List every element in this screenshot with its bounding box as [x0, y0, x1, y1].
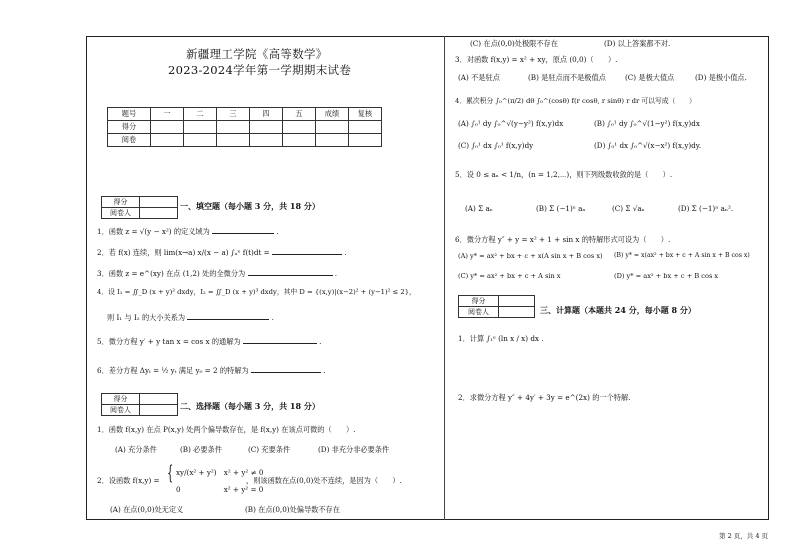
choice-q2-option[interactable]: (C) 在点(0,0)处极限不存在	[470, 39, 558, 48]
grader-box-label: 阅卷人	[102, 208, 140, 219]
section3-grader-box	[458, 295, 535, 318]
score-cell: 题号	[108, 108, 151, 121]
score-cell: 成绩	[316, 108, 349, 121]
answer-blank[interactable]	[272, 247, 342, 255]
section1-grader-box	[101, 196, 178, 219]
choice-q6-option[interactable]: (C) y* = ax² + bx + c + A sin x	[458, 272, 561, 280]
page-number: 第 2 页，共 4 页	[719, 532, 769, 540]
section3-title: 三、计算题（本题共 24 分，每小题 8 分）	[540, 305, 696, 315]
score-cell: 三	[217, 108, 250, 121]
grader-box-label: 阅卷人	[102, 405, 140, 416]
choice-q6-option[interactable]: (A) y* = ax² + bx + c + x(A sin x + B cos x)	[458, 252, 603, 260]
grader-box-label: 阅卷人	[459, 307, 499, 318]
answer-blank[interactable]	[212, 226, 274, 234]
choice-q1-option[interactable]: (A) 充分条件	[115, 445, 157, 454]
choice-q2-case1: xy/(x² + y²) x² + y² ≠ 0	[176, 468, 264, 477]
fill-q3: 3．函数 z = e^(xy) 在点 (1,2) 处的全微分为 .	[97, 269, 338, 278]
section1-title: 一、填空题（每小题 3 分，共 18 分）	[180, 201, 320, 211]
answer-blank[interactable]	[187, 312, 269, 320]
score-cell: 二	[184, 108, 217, 121]
choice-q6-option[interactable]: (D) y* = ax² + bx + c + B cos x	[614, 272, 719, 280]
choice-q2-case2: 0 x² + y² = 0	[176, 485, 264, 494]
brace-icon: {	[167, 460, 174, 484]
choice-q1: 1．函数 f(x,y) 在点 P(x,y) 处两个偏导数存在，是 f(x,y) 在该点可微的（ ）.	[97, 425, 356, 434]
score-table-grader-row	[108, 134, 382, 147]
grader-box-label: 得分	[102, 197, 140, 208]
fill-q5: 5．微分方程 y′ + y tan x = cos x 的通解为 .	[97, 337, 322, 346]
choice-q5-option[interactable]: (A) Σ aₙ	[465, 204, 493, 213]
fill-q4-line1: 4．设 I₁ = ∬_D (x + y)² dxdy，I₂ = ∬_D (x + y)³ dxdy，其中 D = {(x,y)|(x−2)² + (y−1)² ≤ 2}，	[97, 288, 416, 296]
choice-q5-option[interactable]: (C) Σ √aₙ	[612, 204, 645, 213]
choice-q2-option[interactable]: (D) 以上答案都不对.	[604, 39, 671, 48]
score-cell: 阅卷	[108, 134, 151, 147]
choice-q6-option[interactable]: (B) y* = x(ax² + bx + c + A sin x + B cos x)	[614, 252, 750, 259]
score-cell: 复核	[349, 108, 382, 121]
score-cell: 五	[283, 108, 316, 121]
exam-title-line2: 2023-2024学年第一学期期末试卷	[168, 63, 352, 77]
choice-q5: 5．设 0 ≤ aₙ < 1/n，(n = 1,2,⋯)，则下列级数收敛的是（ ）.	[455, 170, 673, 179]
choice-q1-option[interactable]: (B) 必要条件	[180, 445, 222, 454]
score-cell: 四	[250, 108, 283, 121]
section2-title: 二、选择题（每小题 3 分，共 18 分）	[180, 401, 320, 411]
choice-q3-option[interactable]: (A) 不是驻点	[458, 73, 500, 82]
exam-title-line1: 新疆理工学院《高等数学》	[186, 47, 328, 61]
grader-box-label: 得分	[102, 394, 140, 405]
choice-q2-suffix: ，则该函数在点(0,0)处不连续，是因为（ ）.	[246, 476, 402, 485]
score-table-score-row	[108, 121, 382, 134]
choice-q2-option[interactable]: (A) 在点(0,0)处无定义	[110, 505, 184, 514]
score-cell: 得分	[108, 121, 151, 134]
choice-q3-option[interactable]: (B) 是驻点而不是极值点	[528, 73, 606, 82]
choice-q6: 6．微分方程 y″ + y = x² + 1 + sin x 的特解形式可设为（ ）.	[455, 235, 671, 244]
choice-q1-option[interactable]: (C) 充要条件	[248, 445, 291, 454]
choice-q4-option[interactable]: (C) ∫₀¹ dx ∫₀¹ f(x,y)dy	[458, 141, 534, 150]
fill-q4-line2: 则 I₁ 与 I₂ 的大小关系为 .	[107, 313, 274, 322]
choice-q2-prefix: 2．设函数 f(x,y) =	[97, 476, 160, 485]
choice-q3-option[interactable]: (D) 是极小值点.	[695, 73, 747, 82]
grader-box-label: 得分	[459, 296, 499, 307]
choice-q4-option[interactable]: (A) ∫₀¹ dy ∫₀^√(y−y²) f(x,y)dx	[458, 119, 564, 128]
choice-q3-option[interactable]: (C) 是极大值点	[625, 73, 675, 82]
answer-blank[interactable]	[243, 336, 317, 344]
score-table-header-row	[108, 108, 382, 121]
choice-q4-option[interactable]: (B) ∫₀¹ dy ∫₀^√(1−y²) f(x,y)dx	[594, 119, 700, 128]
choice-q5-option[interactable]: (D) Σ (−1)ⁿ aₙ².	[678, 204, 734, 213]
score-cell: 一	[151, 108, 184, 121]
choice-q4-option[interactable]: (D) ∫₀¹ dx ∫₀^√(x−x²) f(x,y)dy.	[594, 141, 702, 150]
choice-q5-option[interactable]: (B) Σ (−1)ⁿ aₙ	[536, 204, 586, 213]
choice-q3: 3．对函数 f(x,y) = x² + xy，原点 (0,0)（ ）.	[455, 55, 618, 64]
choice-q4: 4．累次积分 ∫₀^(π/2) dθ ∫₀^(cosθ) f(r cosθ, r sinθ) r dr 可以写成（ ）	[455, 97, 696, 105]
calc-q1: 1．计算 ∫₁ᵉ (ln x / x) dx .	[458, 334, 544, 343]
calc-q2: 2．求微分方程 y″ + 4y′ + 3y = e^(2x) 的一个特解.	[458, 393, 631, 402]
column-divider	[444, 36, 445, 520]
choice-q2-option[interactable]: (B) 在点(0,0)处偏导数不存在	[245, 505, 340, 514]
answer-blank[interactable]	[251, 365, 321, 373]
fill-q6: 6．差分方程 Δyₜ = ½ yₜ 满足 y₀ = 2 的特解为 .	[97, 366, 326, 375]
choice-q1-option[interactable]: (D) 非充分非必要条件	[318, 445, 390, 454]
section2-grader-box	[101, 393, 178, 416]
score-table	[107, 107, 382, 147]
fill-q2: 2．若 f(x) 连续，则 lim(x→a) x/(x − a) ∫ₐˣ f(t)dt = .	[97, 248, 347, 257]
fill-q1: 1．函数 z = √(y − x²) 的定义域为 .	[97, 227, 279, 236]
answer-blank[interactable]	[248, 268, 333, 276]
